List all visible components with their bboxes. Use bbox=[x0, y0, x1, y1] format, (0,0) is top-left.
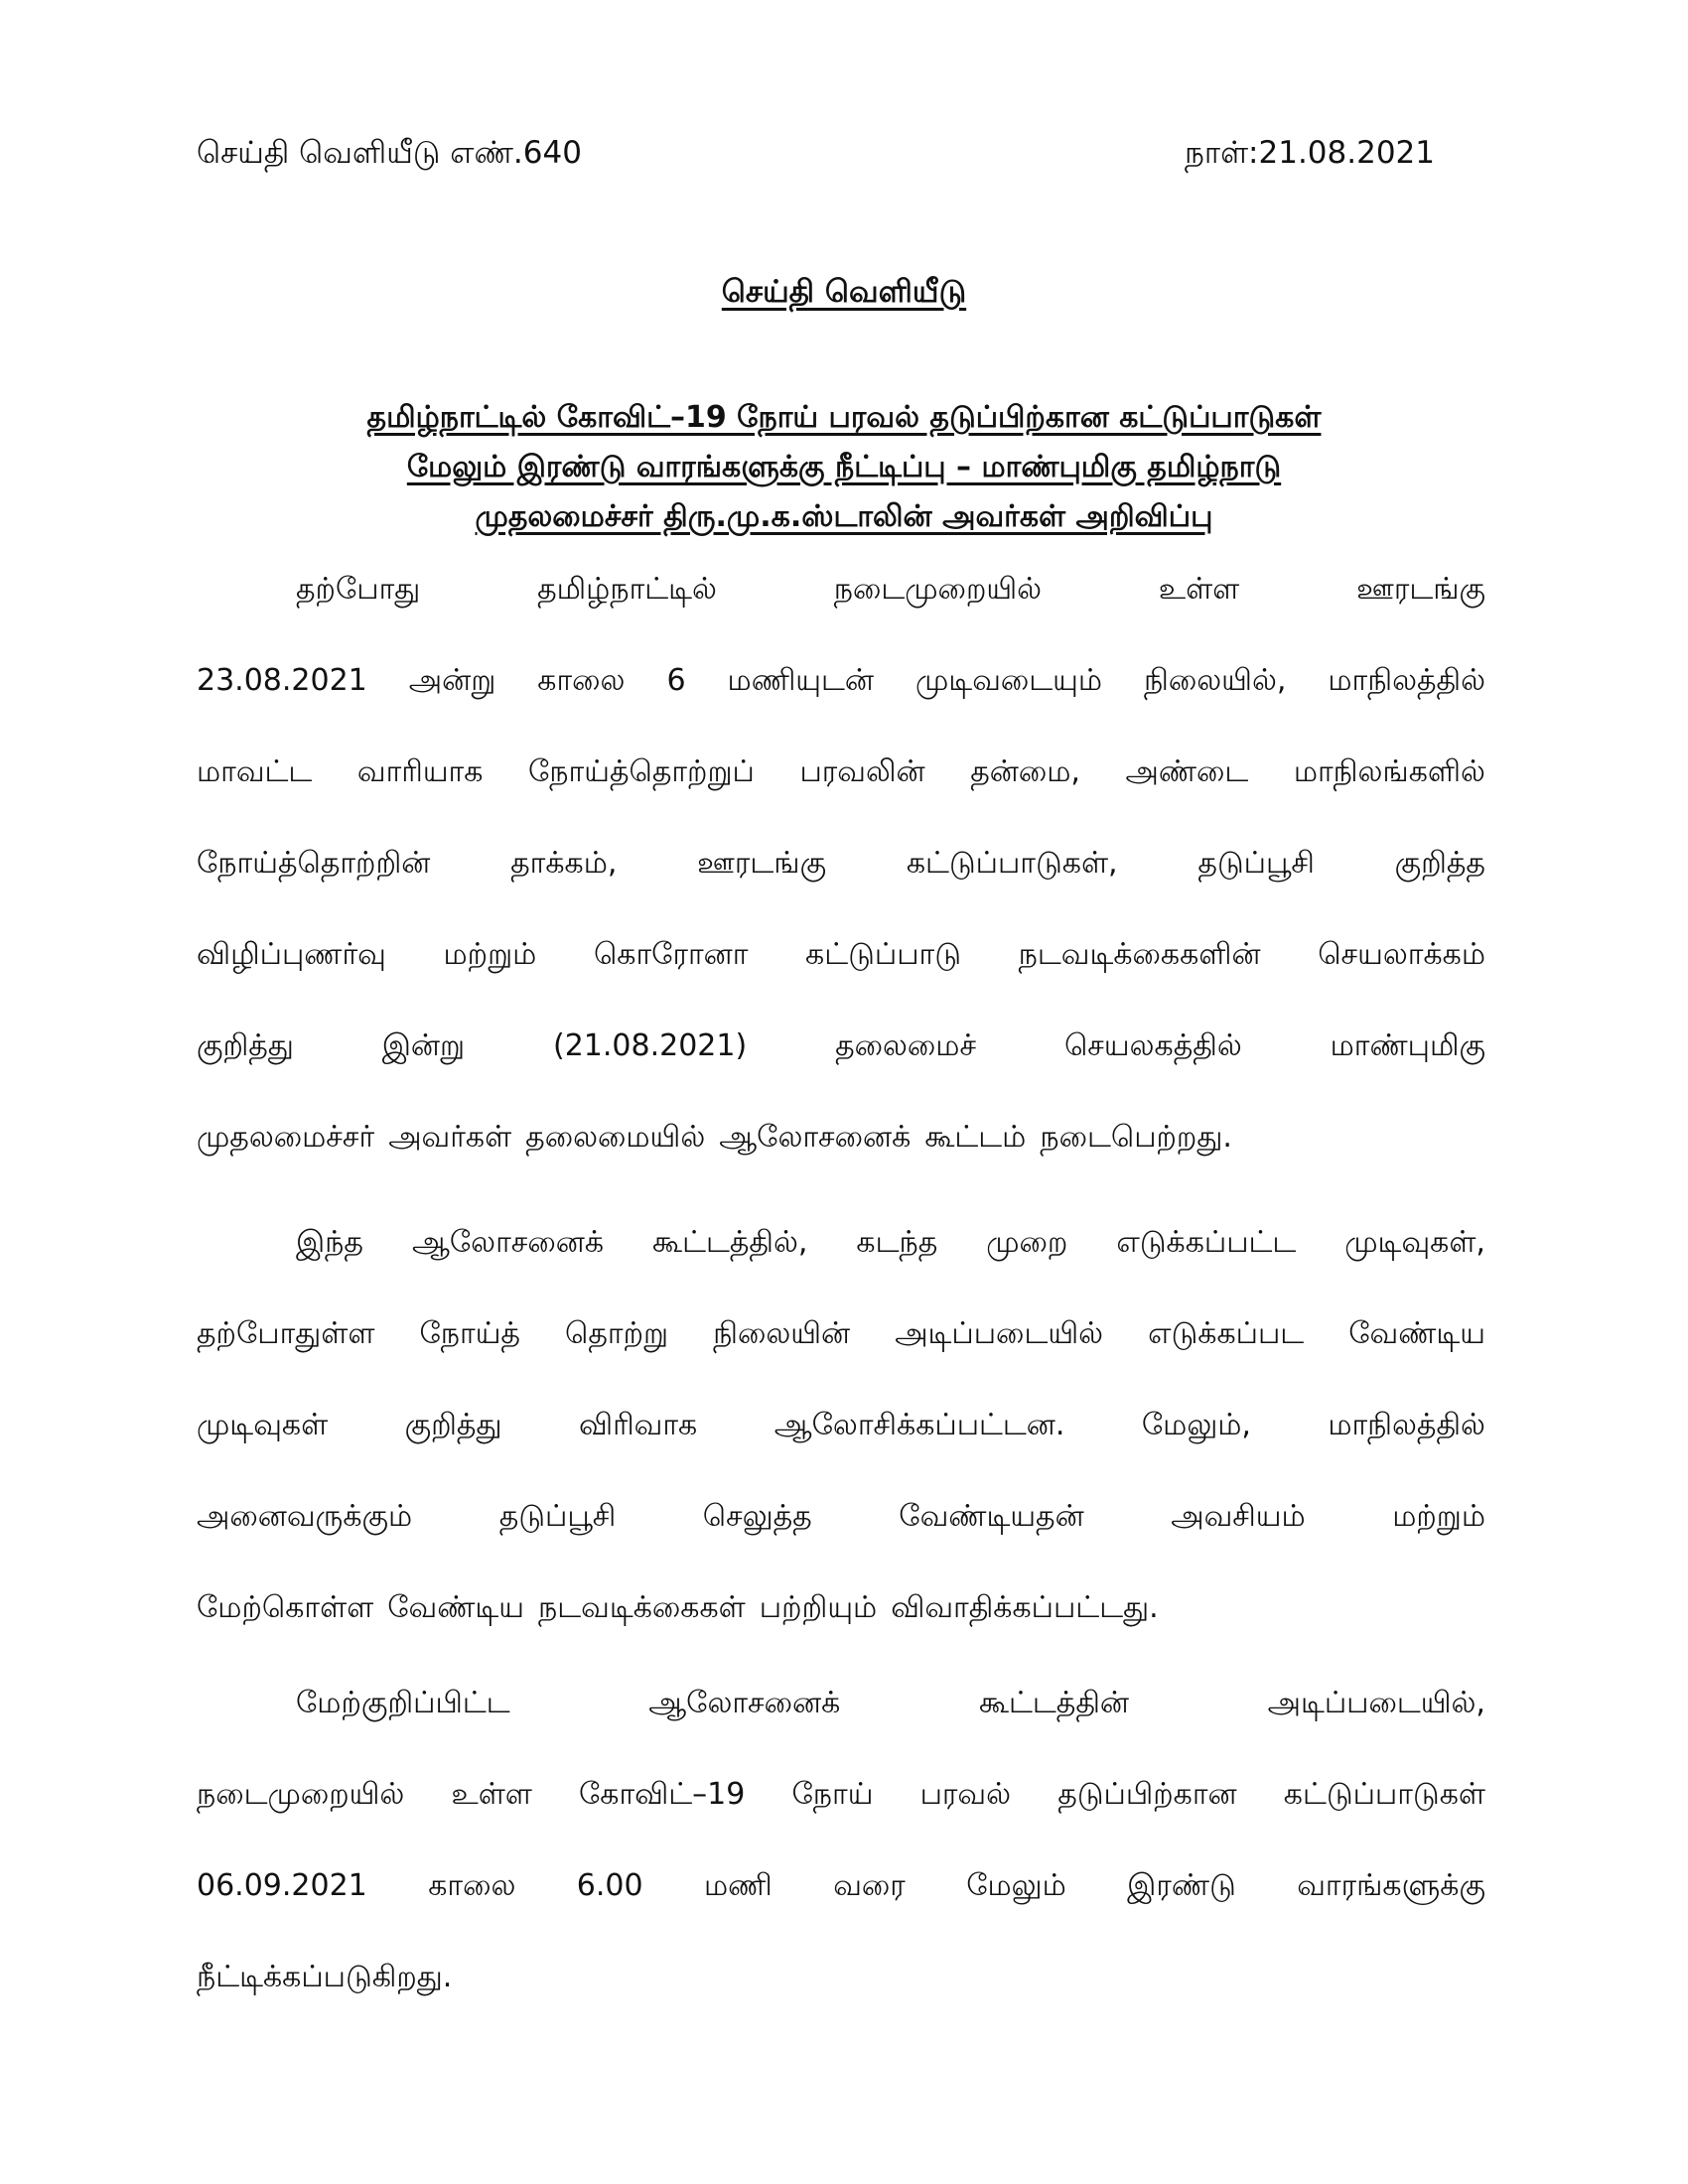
paragraph-line bbox=[197, 1866, 1485, 1958]
word: வேண்டியதன் bbox=[899, 1499, 1084, 1534]
word: மாநிலத்தில் bbox=[1328, 663, 1485, 698]
word: மாண்புமிகு bbox=[1330, 1028, 1485, 1063]
paragraph-line bbox=[197, 1406, 1485, 1497]
word: ஆலோசனைக் bbox=[719, 1120, 912, 1155]
word: முடிவடையும் bbox=[915, 663, 1103, 698]
paragraph-line bbox=[197, 1118, 1485, 1209]
word: நீட்டிக்கப்படுகிறது. bbox=[197, 1960, 453, 1994]
word: குறித்து bbox=[197, 1028, 294, 1063]
word: இன்று bbox=[381, 1028, 466, 1063]
word: (21.08.2021) bbox=[553, 1028, 748, 1063]
word: அவசியம் bbox=[1171, 1499, 1306, 1534]
word: வாரியாக bbox=[356, 754, 484, 789]
word: கோவிட்–19 bbox=[579, 1777, 746, 1812]
word: மணியுடன் bbox=[727, 663, 874, 698]
word: நடைமுறையில் bbox=[197, 1777, 405, 1812]
word: நடவடிக்கைகள் bbox=[538, 1590, 746, 1625]
paragraph-line bbox=[197, 1314, 1485, 1406]
word: வேண்டிய bbox=[387, 1590, 525, 1625]
paragraph-line bbox=[197, 1684, 1485, 1775]
word: தடுப்பூசி bbox=[1197, 846, 1315, 881]
paragraph-line bbox=[197, 570, 1485, 661]
paragraph-line bbox=[197, 1958, 1485, 2049]
word: மேற்குறிப்பிட்ட bbox=[296, 1686, 510, 1720]
word: அனைவருக்கும் bbox=[197, 1499, 413, 1534]
word: பரவல் bbox=[919, 1777, 1012, 1812]
word: நோய்த் bbox=[419, 1316, 520, 1351]
word: கட்டுப்பாடுகள், bbox=[906, 846, 1118, 881]
word: மற்றும் bbox=[1392, 1499, 1485, 1534]
paragraph-line bbox=[197, 935, 1485, 1026]
word: விழிப்புணர்வு bbox=[197, 937, 386, 972]
headline-line: முதலமைச்சர் திரு.மு.க.ஸ்டாலின் அவர்கள் அறிவிப்பு bbox=[475, 499, 1213, 534]
word: மேற்கொள்ள bbox=[197, 1590, 374, 1625]
word: ஊரடங்கு bbox=[697, 846, 827, 881]
word: மாநிலங்களில் bbox=[1293, 754, 1485, 789]
word: செயலகத்தில் bbox=[1063, 1028, 1242, 1063]
word: தாக்கம், bbox=[510, 846, 618, 881]
word: காலை bbox=[537, 663, 626, 698]
word: தமிழ்நாட்டில் bbox=[537, 572, 717, 607]
word: கூட்டம் bbox=[924, 1120, 1027, 1155]
word: மாநிலத்தில் bbox=[1328, 1408, 1485, 1442]
paragraph-1 bbox=[197, 570, 1485, 1209]
word: 6 bbox=[666, 663, 686, 698]
word: 23.08.2021 bbox=[197, 663, 367, 698]
paragraph-line bbox=[197, 1497, 1485, 1588]
word: வேண்டிய bbox=[1348, 1316, 1485, 1351]
word: நடைமுறையில் bbox=[833, 572, 1043, 607]
word: முதலமைச்சர் bbox=[197, 1120, 375, 1155]
paragraph-line bbox=[197, 1775, 1485, 1866]
word: மாவட்ட bbox=[197, 754, 313, 789]
word: தடுப்பிற்கான bbox=[1057, 1777, 1237, 1812]
word: ஊரடங்கு bbox=[1356, 572, 1485, 607]
word: ஆலோசனைக் bbox=[648, 1686, 841, 1720]
paragraph-line bbox=[197, 1223, 1485, 1314]
word: அடிப்படையில், bbox=[1267, 1686, 1485, 1720]
word: வரை bbox=[833, 1868, 906, 1903]
word: குறித்த bbox=[1394, 846, 1485, 881]
word: நோய்த்தொற்றின் bbox=[197, 846, 431, 881]
word: மேலும், bbox=[1141, 1408, 1251, 1442]
word: முடிவுகள் bbox=[197, 1408, 329, 1442]
press-release-number: செய்தி வெளியீடு எண்.640 bbox=[197, 135, 582, 171]
word: மணி bbox=[704, 1868, 773, 1903]
word: எடுக்கப்பட bbox=[1148, 1316, 1305, 1351]
word: உள்ள bbox=[1158, 572, 1240, 607]
paragraph-3 bbox=[197, 1684, 1485, 2049]
word: மற்றும் bbox=[443, 937, 537, 972]
word: நோய்த்தொற்றுப் bbox=[528, 754, 755, 789]
headline bbox=[238, 393, 1450, 542]
word: செலுத்த bbox=[702, 1499, 812, 1534]
word: கூட்டத்தில், bbox=[652, 1225, 808, 1260]
word: தடுப்பூசி bbox=[498, 1499, 617, 1534]
word: மேலும் bbox=[966, 1868, 1066, 1903]
word: நடைபெற்றது. bbox=[1040, 1120, 1232, 1155]
word: அன்று bbox=[408, 663, 496, 698]
word: அண்டை bbox=[1125, 754, 1249, 789]
word: நிலையின் bbox=[713, 1316, 851, 1351]
word: தற்போதுள்ள bbox=[197, 1316, 375, 1351]
word: விரிவாக bbox=[578, 1408, 698, 1442]
word: உள்ள bbox=[451, 1777, 532, 1812]
word: கடந்த bbox=[856, 1225, 938, 1260]
paragraph-line bbox=[197, 661, 1485, 752]
paragraph-2 bbox=[197, 1223, 1485, 1680]
word: தற்போது bbox=[296, 572, 421, 607]
word: நடவடிக்கைகளின் bbox=[1018, 937, 1261, 972]
word: அவர்கள் bbox=[388, 1120, 512, 1155]
document-title: செய்தி வெளியீடு bbox=[721, 274, 967, 310]
word: ஆலோசனைக் bbox=[411, 1225, 605, 1260]
word: தலைமையில் bbox=[525, 1120, 706, 1155]
word: குறித்து bbox=[404, 1408, 502, 1442]
word: முறை bbox=[986, 1225, 1068, 1260]
word: வாரங்களுக்கு bbox=[1297, 1868, 1485, 1903]
word: தொற்று bbox=[565, 1316, 669, 1351]
headline-line: மேலும் இரண்டு வாரங்களுக்கு நீட்டிப்பு – மாண்புமிகு தமிழ்நாடு bbox=[406, 450, 1282, 484]
word: பரவலின் bbox=[799, 754, 925, 789]
word: முடிவுகள், bbox=[1344, 1225, 1485, 1260]
word: 06.09.2021 bbox=[197, 1868, 367, 1903]
word: கூட்டத்தின் bbox=[978, 1686, 1129, 1720]
word: கட்டுப்பாடு bbox=[805, 937, 961, 972]
paragraph-line bbox=[197, 1026, 1485, 1118]
word: பற்றியும் bbox=[759, 1590, 878, 1625]
word: நோய் bbox=[791, 1777, 874, 1812]
word: இந்த bbox=[296, 1225, 363, 1260]
paragraph-line bbox=[197, 752, 1485, 844]
word: தலைமைச் bbox=[835, 1028, 977, 1063]
word: செயலாக்கம் bbox=[1318, 937, 1485, 972]
paragraph-line bbox=[197, 1588, 1485, 1680]
word: ஆலோசிக்கப்பட்டன. bbox=[774, 1408, 1065, 1442]
word: காலை bbox=[428, 1868, 516, 1903]
word: எடுக்கப்பட்ட bbox=[1116, 1225, 1297, 1260]
word: தன்மை, bbox=[970, 754, 1080, 789]
word: அடிப்படையில் bbox=[895, 1316, 1104, 1351]
word: நிலையில், bbox=[1144, 663, 1287, 698]
word: விவாதிக்கப்பட்டது. bbox=[891, 1590, 1159, 1625]
paragraph-line bbox=[197, 844, 1485, 935]
headline-line: தமிழ்நாட்டில் கோவிட்–19 நோய் பரவல் தடுப்பிற்கான கட்டுப்பாடுகள் bbox=[366, 400, 1322, 435]
word: 6.00 bbox=[576, 1868, 643, 1903]
word: கொரோனா bbox=[593, 937, 749, 972]
word: இரண்டு bbox=[1127, 1868, 1236, 1903]
release-date: நாள்:21.08.2021 bbox=[1185, 135, 1435, 171]
word: கட்டுப்பாடுகள் bbox=[1283, 1777, 1485, 1812]
